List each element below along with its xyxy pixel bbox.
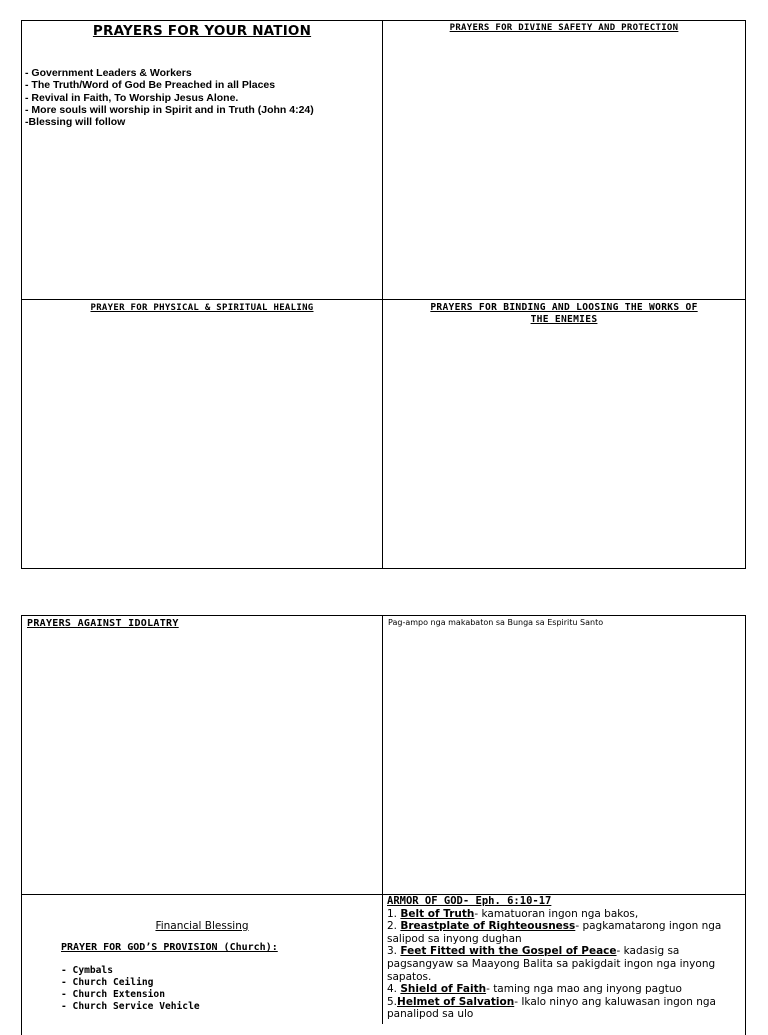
armor-item-number: 4. xyxy=(387,983,401,996)
armor-item-number: 1. xyxy=(387,907,401,920)
healing-title: PRAYER FOR PHYSICAL & SPIRITUAL HEALING xyxy=(90,303,314,313)
list-item: - The Truth/Word of God Be Preached in all Places xyxy=(25,79,276,92)
binding-title-line2: THE ENEMIES xyxy=(530,314,598,325)
list-item: - Revival in Faith, To Worship Jesus Alone. xyxy=(25,91,239,104)
list-item: - Church Service Vehicle xyxy=(61,1001,200,1012)
healing-cell xyxy=(22,300,382,568)
armor-item xyxy=(387,996,743,1021)
armor-item xyxy=(387,945,743,983)
armor-title: ARMOR OF GOD- Eph. 6:10-17 xyxy=(387,895,552,907)
nation-title: PRAYERS FOR YOUR NATION xyxy=(92,23,312,39)
idolatry-title: PRAYERS AGAINST IDOLATRY xyxy=(27,618,179,629)
safety-title: PRAYERS FOR DIVINE SAFETY AND PROTECTION xyxy=(449,23,679,33)
binding-title-line1: PRAYERS FOR BINDING AND LOOSING THE WORKS OF xyxy=(430,302,698,313)
armor-item-desc: - pagkamatarong ingon nga salipod sa inyong dughan xyxy=(387,920,722,945)
provision-list xyxy=(61,965,382,1013)
list-item: - More souls will worship in Spirit and in Truth (John 4:24) xyxy=(25,103,314,116)
armor-item xyxy=(387,908,743,921)
armor-item-number: 5. xyxy=(387,995,398,1008)
safety-cell xyxy=(383,21,745,299)
armor-item-desc: - kadasig sa pagsangyaw sa Maayong Balita sa pakigdait ingon nga inyong sapatos. xyxy=(387,945,716,983)
nation-list xyxy=(25,67,382,128)
armor-item-desc: - kamatuoran ingon nga bakos, xyxy=(474,907,639,920)
armor-item-number: 2. xyxy=(387,920,401,933)
fruit-title: Pag-ampo nga makabaton sa Bunga sa Espiritu Santo xyxy=(388,618,604,627)
fruit-cell xyxy=(383,616,745,894)
armor-item-desc: - Ikalo ninyo ang kaluwasan ingon nga panalipod sa ulo xyxy=(387,995,716,1021)
armor-item-name: Shield of Faith xyxy=(400,983,487,996)
list-item: - Cymbals xyxy=(61,965,113,976)
armor-item-name: Helmet of Salvation xyxy=(397,995,515,1008)
list-item: -Blessing will follow xyxy=(25,116,126,129)
armor-item xyxy=(387,920,743,945)
armor-item-desc: - taming nga mao ang inyong pagtuo xyxy=(486,983,682,996)
list-item: - Government Leaders & Workers xyxy=(25,67,192,79)
binding-cell xyxy=(383,300,745,568)
financial-cell xyxy=(22,895,382,1024)
armor-item-number: 3. xyxy=(387,945,401,958)
list-item: - Church Extension xyxy=(61,989,165,1000)
financial-title: Financial Blessing xyxy=(155,920,249,932)
armor-item xyxy=(387,983,743,996)
armor-item-name: Breastplate of Righteousness xyxy=(400,920,576,933)
provision-title: PRAYER FOR GOD’S PROVISION (Church): xyxy=(61,942,278,953)
nation-cell xyxy=(22,21,382,299)
armor-item-name: Belt of Truth xyxy=(400,907,475,920)
armor-item-name: Feet Fitted with the Gospel of Peace xyxy=(400,945,617,958)
list-item: - Church Ceiling xyxy=(61,977,154,988)
idolatry-cell xyxy=(22,616,382,894)
armor-cell xyxy=(387,895,743,1024)
